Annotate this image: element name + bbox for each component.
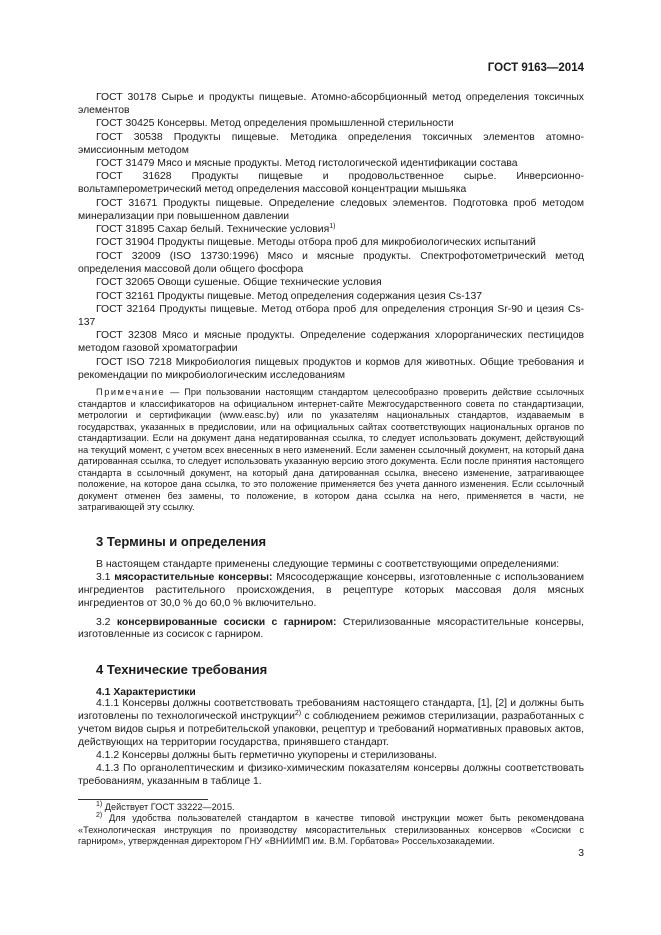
footnote	[78, 813, 584, 848]
term-definition	[78, 572, 584, 611]
reference-item: ГОСТ 32308 Мясо и мясные продукты. Определение содержания хлорорганических пестицидов методом газовой хроматографии	[78, 330, 584, 355]
reference-item: ГОСТ 31479 Мясо и мясные продукты. Метод гистологической идентификации состава	[96, 158, 518, 170]
standard-header: ГОСТ 9163—2014	[487, 62, 584, 74]
clause-paragraph	[78, 698, 584, 750]
footnote-mark: 2)	[294, 710, 302, 718]
section-3-intro: В настоящем стандарте применены следующие термины с соответствующими определениями:	[96, 558, 560, 570]
clause-text: 4.1.1 Консервы должны соответствовать требованиям настоящего стандарта, [1], [2] и должны быть изготовлены по технологической инструкции	[78, 698, 584, 723]
page-number: 3	[578, 848, 584, 859]
reference-item: ГОСТ 32161 Продукты пищевые. Метод определения содержания цезия Cs-137	[96, 290, 483, 302]
reference-item: ГОСТ 32164 Продукты пищевые. Метод отбора проб для определения стронция Sr-90 и цезия Cs-137	[78, 304, 584, 328]
note-label: Примечание	[96, 387, 166, 398]
page-content	[78, 92, 584, 848]
note-text: — При пользовании настоящим стандартом целесообразно проверить действие ссылочных стандартов и классификаторов на официальном интернет-сайте Межгосударственного совета по стандартизации, метрологии и сертификации (www.easc.by) или по указателям национальных стандартов, издаваемым в государствах, указанных в предисловии, или на официальных сайтах соответствующих национальных органов по стандартизации. Если на документ дана недатированная ссылка, то следует использовать документ, действующий на текущий момент, с учетом всех внесенных в него изменений. Если заменен ссылочный документ, на который дана датированная ссылка, то следует использовать указанную версию этого документа. Если после принятия настоящего стандарта в ссылочный документ, на который дана датированная ссылка, внесено изменение, затрагивающее положение, на которое дана ссылка, то это положение применяется без учета данного изменения. Если ссылочный документ отменен без замены, то положение, в котором дана ссылка на него, применяется в части, не затрагивающей эту ссылку.	[78, 387, 584, 513]
clause-paragraph: 4.1.3 По органолептическим и физико-химическим показателям консервы должны соответствовать требованиям, указанным в таблице 1.	[78, 762, 584, 787]
reference-item: ГОСТ 32009 (ISO 13730:1996) Мясо и мясные продукты. Спектрофотометрический метод определения массовой доли общего фосфора	[78, 250, 584, 275]
footnote-mark: 1)	[329, 223, 336, 231]
term-name: мясорастительные консервы:	[114, 571, 273, 583]
section-3-heading: 3 Термины и определения	[96, 533, 267, 549]
reference-item: ГОСТ 30425 Консервы. Метод определения промышленной стерильности	[96, 118, 454, 130]
footnote-mark: 1)	[96, 800, 103, 808]
footnote-text: Для удобства пользователей стандартом в качестве типовой инструкции может быть рекомендована «Технологическая инструкция по производству мясорастительных стерилизованных консервов «Сосиски с гарниром», утвержденная директором ГНУ «ВНИИМП им. В.М. Горбатова» Россельхозакадемии.	[78, 813, 584, 847]
term-name: консервированные сосиски с гарниром:	[116, 616, 337, 628]
reference-text: ГОСТ 31895 Сахар белый. Технические условия	[96, 224, 330, 236]
term-number: 3.1	[96, 571, 115, 583]
footnote-mark: 2)	[96, 812, 103, 820]
note-paragraph	[78, 387, 584, 514]
section-4-heading: 4 Технические требования	[96, 662, 268, 678]
term-number: 3.2	[96, 616, 117, 628]
reference-item: ГОСТ 31628 Продукты пищевые и продовольственное сырье. Инверсионно-вольтамперометрический метод определения массовой концентрации мышьяка	[78, 171, 584, 196]
reference-item: ГОСТ 31671 Продукты пищевые. Определение следовых элементов. Подготовка проб методом минерализации при повышенном давлении	[78, 197, 584, 222]
reference-item: ГОСТ ISO 7218 Микробиология пищевых продуктов и кормов для животных. Общие требования и рекомендации по микробиологическим исследованиям	[78, 356, 584, 381]
footnote-divider	[78, 799, 208, 800]
reference-item: ГОСТ 30538 Продукты пищевые. Методика определения токсичных элементов атомно-эмиссионным методом	[78, 131, 584, 156]
term-text: Стерилизованные мясорастительные консервы, изготовленные из сосисок с гарниром.	[78, 616, 584, 641]
reference-item: ГОСТ 30178 Сырье и продукты пищевые. Атомно-абсорбционный метод определения токсичных элементов	[78, 92, 584, 116]
reference-item: ГОСТ 32065 Овощи сушеные. Общие технические условия	[96, 277, 382, 289]
subsection-heading: 4.1 Характеристики	[96, 687, 196, 699]
reference-item	[78, 224, 584, 237]
footnote-text: Действует ГОСТ 33222—2015.	[102, 801, 235, 812]
clause-paragraph: 4.1.2 Консервы должны быть герметично укупорены и стерилизованы.	[96, 750, 438, 761]
reference-item: ГОСТ 31904 Продукты пищевые. Методы отбора проб для микробиологических испытаний	[96, 237, 536, 249]
term-definition	[78, 617, 584, 643]
footnote	[78, 802, 584, 814]
clause-text: с соблюдением режимов стерилизации, разработанных с учетом видов сырья и потребительской упаковки, рецептур и требований нормативных правовых актов, действующих на территории государства, принявшего стандарт.	[78, 711, 584, 749]
term-text: Мясосодержащие консервы, изготовленные с использованием ингредиентов растительного происхождения, в рецептуре которых массовая доля мясных ингредиентов от 30,0 % до 60,0 % включительно.	[78, 571, 584, 609]
